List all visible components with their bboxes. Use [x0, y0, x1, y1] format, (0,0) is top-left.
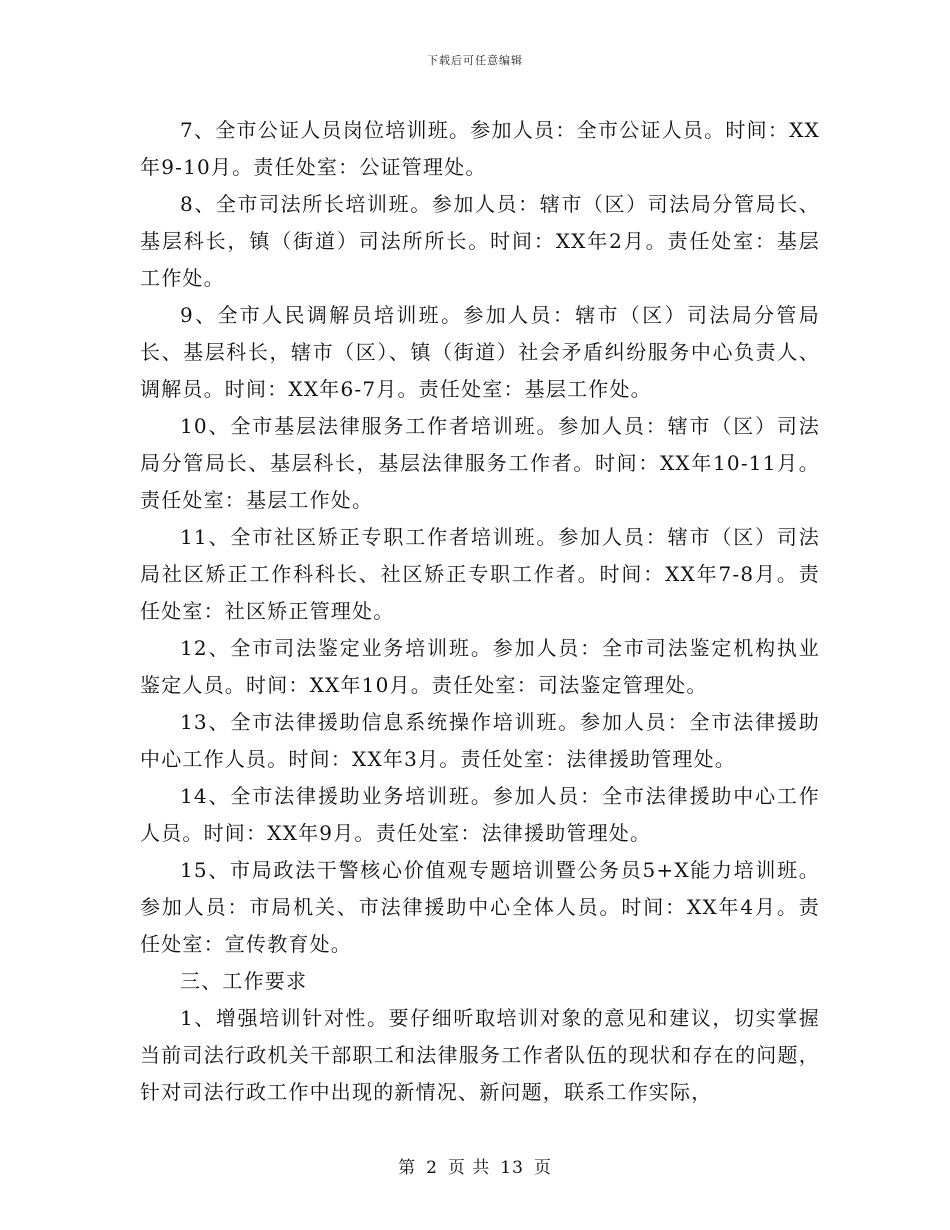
page-footer — [0, 1153, 950, 1178]
page-number: 2 — [426, 1158, 438, 1178]
page-header: 下载后可任意编辑 — [427, 54, 523, 67]
paragraph-requirement-1: 1、增强培训针对性。要仔细听取培训对象的意见和建议，切实掌握当前司法行政机关干部职工和法律服务工作者队伍的现状和存在的问题，针对司法行政工作中出现的新情况、新问题，联系工作实际， — [140, 1006, 820, 1104]
paragraph-item-12: 12、全市司法鉴定业务培训班。参加人员：全市司法鉴定机构执业鉴定人员。时间：XX年10月。责任处室：司法鉴定管理处。 — [140, 636, 820, 697]
paragraph-item-13: 13、全市法律援助信息系统操作培训班。参加人员：全市法律援助中心工作人员。时间：XX年3月。责任处室：法律援助管理处。 — [140, 710, 820, 771]
paragraph-item-10: 10、全市基层法律服务工作者培训班。参加人员：辖市（区）司法局分管局长、基层科长，基层法律服务工作者。时间：XX年10-11月。责任处室：基层工作处。 — [140, 414, 820, 512]
paragraph-item-9: 9、全市人民调解员培训班。参加人员：辖市（区）司法局分管局长、基层科长，辖市（区）、镇（街道）社会矛盾纠纷服务中心负责人、调解员。时间：XX年6-7月。责任处室：基层工作处。 — [140, 303, 820, 401]
total-pages: 13 — [500, 1158, 524, 1178]
page-label-prefix: 第 — [398, 1158, 417, 1178]
page-label-middle: 页 共 — [447, 1158, 491, 1178]
paragraph-item-11: 11、全市社区矫正专职工作者培训班。参加人员：辖市（区）司法局社区矫正工作科科长、社区矫正专职工作者。时间：XX年7-8月。责任处室：社区矫正管理处。 — [140, 525, 820, 623]
paragraph-item-8: 8、全市司法所长培训班。参加人员：辖市（区）司法局分管局长、基层科长，镇（街道）司法所所长。时间：XX年2月。责任处室：基层工作处。 — [140, 192, 820, 290]
paragraph-item-14: 14、全市法律援助业务培训班。参加人员：全市法律援助中心工作人员。时间：XX年9月。责任处室：法律援助管理处。 — [140, 784, 820, 845]
document-body — [140, 112, 820, 1111]
paragraph-item-15: 15、市局政法干警核心价值观专题培训暨公务员5+X能力培训班。参加人员：市局机关、市法律援助中心全体人员。时间：XX年4月。责任处室：宣传教育处。 — [140, 858, 820, 956]
paragraph-item-7: 7、全市公证人员岗位培训班。参加人员：全市公证人员。时间：XX年9-10月。责任处室：公证管理处。 — [140, 118, 820, 179]
page-label-suffix: 页 — [533, 1158, 552, 1178]
section-heading-work-requirements: 三、工作要求 — [180, 969, 308, 993]
